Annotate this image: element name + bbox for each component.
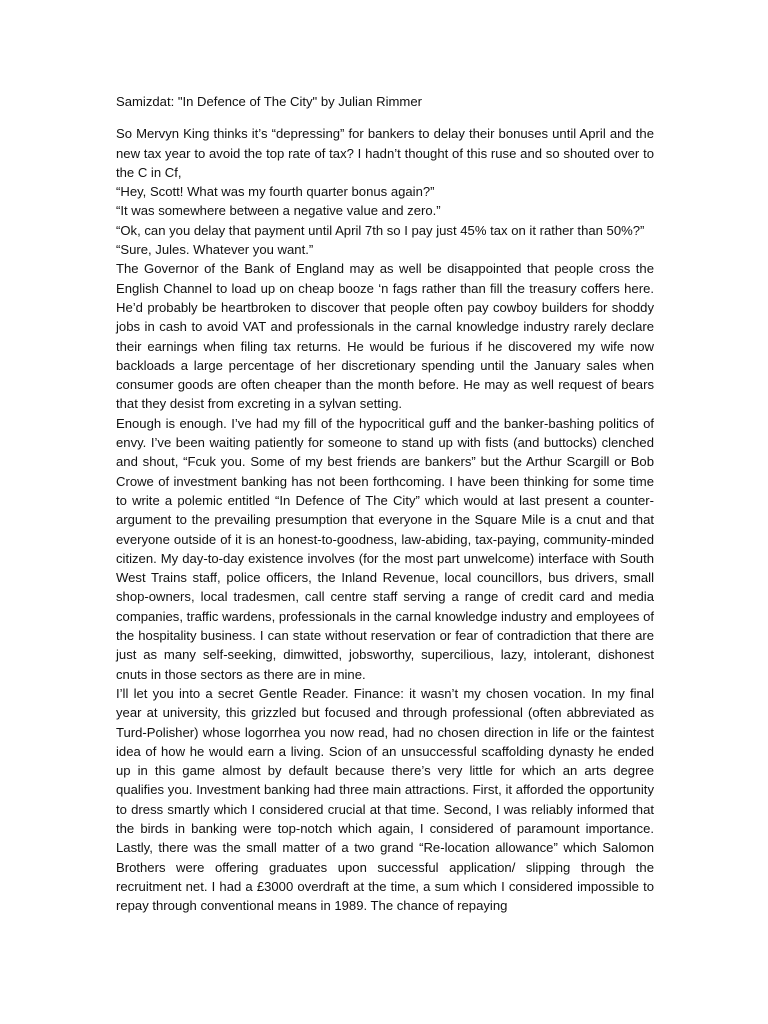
document-title: Samizdat: "In Defence of The City" by Julian Rimmer [116, 94, 422, 109]
dialogue-line: “It was somewhere between a negative value and zero.” [116, 203, 441, 219]
paragraph-enough: Enough is enough. I’ve had my fill of the hypocritical guff and the banker-bashing politics of envy. I’ve been waiting patiently for someone to stand up with fists (and buttocks) clenched and shout, “Fcuk you. Some of my best friends are bankers” but the Arthur Scargill or Bob Crowe of investment banking has not been forthcoming. I have been thinking for some time to write a polemic entitled “In Defence of The City” which would at last present a counter-argument to the prevailing presumption that everyone in the Square Mile is a cnut and that everyone outside of it is an honest-to-goodness, law-abiding, tax-paying, community-minded citizen. My day-to-day existence involves (for the most part unwelcome) interface with South West Trains staff, police officers, the Inland Revenue, local councillors, bus drivers, small shop-owners, local tradesmen, call centre staff serving a range of credit card and media companies, traffic wardens, professionals in the carnal knowledge industry and employees of the hospitality business. I can state without reservation or fear of contradiction that there are just as many self-seeking, dimwitted, jobsworthy, supercilious, lazy, intolerant, dishonest cnuts in those sectors as there are in mine. [116, 415, 654, 682]
dialogue-line: “Hey, Scott! What was my fourth quarter bonus again?” [116, 184, 435, 200]
document-page [116, 92, 654, 915]
paragraph-governor: The Governor of the Bank of England may as well be disappointed that people cross the English Channel to load up on cheap booze ‘n fags rather than fill the treasury coffers here. He’d probably be heartbroken to discover that people often pay cowboy builders for shoddy jobs in cash to avoid VAT and professionals in the carnal knowledge industry rarely declare their earnings when filing tax returns. He would be furious if he discovered my wife now backloads a large percentage of her discretionary spending until the January sales when consumer goods are often cheaper than the month before. He may as well request of bears that they desist from excreting in a sylvan setting. [116, 261, 654, 412]
paragraph-secret: I’ll let you into a secret Gentle Reader. Finance: it wasn’t my chosen vocation. In my final year at university, this grizzled but focused and through professional (often abbreviated as Turd-Polisher) whose logorrhea you now read, had no chosen direction in life or the faintest idea of how he would earn a living. Scion of an unsuccessful scaffolding dynasty he ended up in this game almost by default because there’s very little for which an arts degree qualifies you. Investment banking had three main attractions. First, it afforded the opportunity to dress smartly which I considered crucial at that time. Second, I was reliably informed that the birds in banking were top-notch which again, I considered of paramount importance. Lastly, there was the small matter of a two grand “Re-location allowance” which Salomon Brothers were offering graduates upon successful application/ slipping through the recruitment net. I had a £3000 overdraft at the time, a sum which I considered impossible to repay through conventional means in 1989. The chance of repaying [116, 685, 654, 914]
document-body [116, 124, 654, 915]
paragraph-opening: So Mervyn King thinks it’s “depressing” for bankers to delay their bonuses until April and the new tax year to avoid the top rate of tax? I hadn’t thought of this ruse and so shouted over to the C in Cf, [116, 126, 654, 180]
dialogue-line: “Ok, can you delay that payment until April 7th so I pay just 45% tax on it rather than 50%?” [116, 222, 645, 238]
dialogue-line: “Sure, Jules. Whatever you want.” [116, 242, 314, 258]
